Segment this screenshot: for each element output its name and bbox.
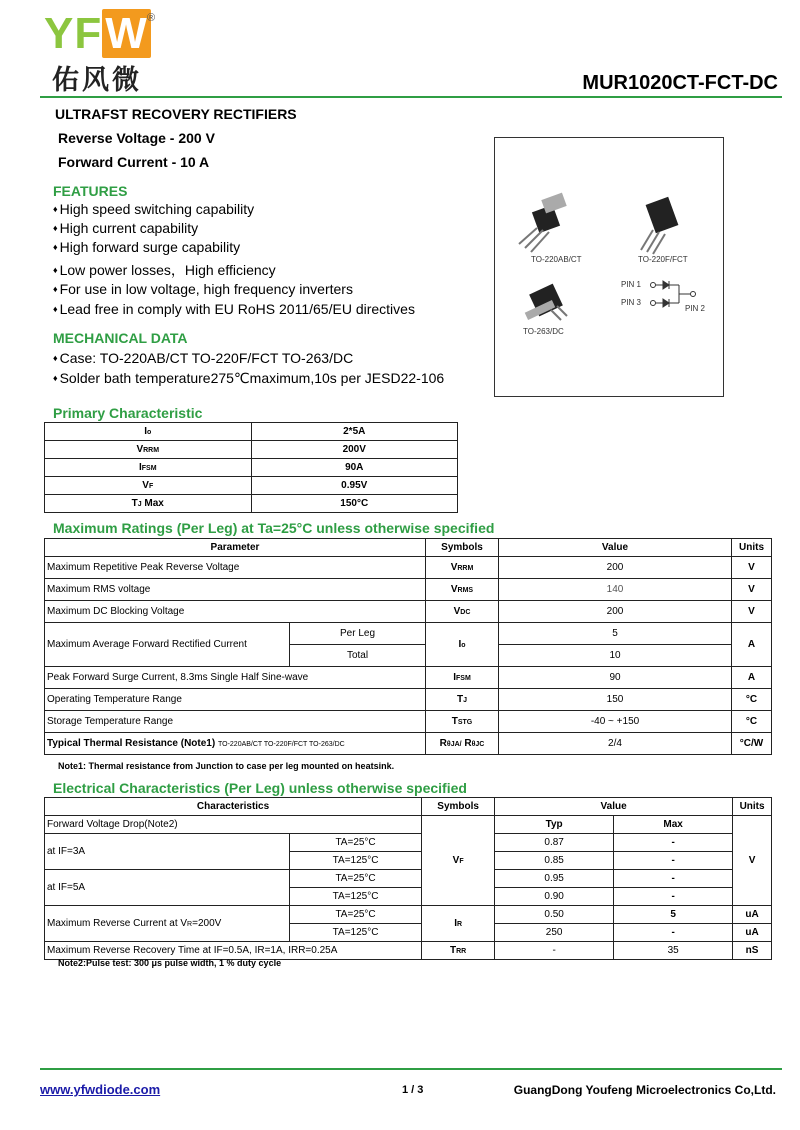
value-cell: 90A [251,459,458,477]
header-divider [40,96,782,98]
table-row [45,557,772,579]
value-cell: 2*5A [251,423,458,441]
param-cell: Storage Temperature Range [45,711,426,733]
mechanical-item: ♦ Solder bath temperature275℃maximum,10s per JESD22-106 [53,370,445,386]
condition-label: at IF=3A [45,834,290,870]
mechanical-text: Solder bath temperature275℃maximum,10s per JESD22-106 [59,370,445,386]
table-row [45,423,458,441]
website-link[interactable]: www.yfwdiode.com [40,1082,161,1097]
table-row [45,816,772,834]
logo-letter-w: W [102,9,151,58]
table-row [45,477,458,495]
part-number: MUR1020CT-FCT-DC [582,72,778,94]
table-row [45,667,772,689]
mechanical-heading: MECHANICAL DATA [53,330,188,346]
note1: Note1: Thermal resistance from Junction to case per leg mounted on heatsink. [58,761,395,771]
symbol-cell: TRR [422,942,495,960]
feature-item: ♦ For use in low voltage, high frequency inverters [53,281,353,297]
logo-letters: YF [44,9,103,58]
typ-cell: 0.87 [495,834,614,852]
symbol-cell: VRRM [426,557,499,579]
unit-cell: V [732,579,772,601]
table-row [45,689,772,711]
typ-cell: 0.50 [495,906,614,924]
max-cell: 35 [614,942,733,960]
header-symbols: Symbols [422,798,495,816]
company-logo [44,9,151,58]
param-cell: Maximum Repetitive Peak Reverse Voltage [45,557,426,579]
electrical-table [44,797,772,960]
condition-label: at IF=5A [45,870,290,906]
param-cell: Maximum DC Blocking Voltage [45,601,426,623]
symbol-cell: VDC [426,601,499,623]
symbol-cell: IFSM [426,667,499,689]
reverse-voltage-spec: Reverse Voltage - 200 V [58,130,215,146]
symbol-cell: IFSM [45,459,252,477]
typ-cell: 0.85 [495,852,614,870]
typ-cell: - [495,942,614,960]
value-cell: 0.95V [251,477,458,495]
header-characteristics: Characteristics [45,798,422,816]
typ-header: Typ [495,816,614,834]
to263-package-icon [525,284,567,320]
value-cell: 140 [499,579,732,601]
feature-item: ♦ Lead free in comply with EU RoHS 2011/65/EU directives [53,301,415,317]
unit-cell: °C [732,689,772,711]
to220f-package-icon [641,197,678,254]
table-header-row [45,798,772,816]
max-cell: - [614,924,733,942]
electrical-heading: Electrical Characteristics (Per Leg) unless otherwise specified [53,780,467,796]
table-row [45,906,772,924]
param-cell: Operating Temperature Range [45,689,426,711]
feature-text: High current capability [59,220,199,236]
symbol-cell: VRRM [45,441,252,459]
unit-cell: °C [732,711,772,733]
param-cell: Typical Thermal Resistance (Note1) TO-220AB/CT TO-220F/FCT TO-263/DC [45,733,426,755]
unit-cell: A [732,623,772,667]
header-units: Units [732,539,772,557]
page-number: 1 / 3 [402,1084,424,1096]
value-cell: 200 [499,601,732,623]
symbol-cell: VF [45,477,252,495]
typ-cell: 250 [495,924,614,942]
table-row [45,495,458,513]
value-cell: 90 [499,667,732,689]
feature-item: ♦ High forward surge capability [53,239,241,255]
param-cell: Maximum Reverse Current at VR=200V [45,906,290,942]
max-header: Max [614,816,733,834]
value-cell: 200V [251,441,458,459]
table-row [45,623,772,645]
symbol-cell: Io [426,623,499,667]
footer-divider [40,1068,782,1070]
to220ab-label: TO-220AB/CT [531,255,582,264]
unit-cell: V [733,816,772,906]
pin3-label: PIN 3 [621,298,642,307]
table-row [45,601,772,623]
to220f-label: TO-220F/FCT [638,255,688,264]
param-cell: Forward Voltage Drop(Note2) [45,816,422,834]
pin2-label: PIN 2 [685,304,706,313]
symbol-cell: TJ Max [45,495,252,513]
mechanical-text: Case: TO-220AB/CT TO-220F/FCT TO-263/DC [59,350,354,366]
max-cell: - [614,888,733,906]
temp-cell: TA=125°C [290,888,422,906]
value-cell: 2/4 [499,733,732,755]
forward-current-spec: Forward Current - 10 A [58,154,210,170]
param-cell: Maximum RMS voltage [45,579,426,601]
max-cell: - [614,870,733,888]
product-title: ULTRAFST RECOVERY RECTIFIERS [55,106,297,122]
feature-item: ♦ High current capability [53,220,199,236]
symbol-cell: VRMS [426,579,499,601]
temp-cell: TA=125°C [290,924,422,942]
symbol-cell: VF [422,816,495,906]
feature-text: High speed switching capability [59,201,255,217]
to263-label: TO-263/DC [523,327,564,336]
symbol-cell: Io [45,423,252,441]
header-value: Value [499,539,732,557]
table-row [45,579,772,601]
condition-cell: Total [290,645,426,667]
header-symbols: Symbols [426,539,499,557]
table-header-row [45,539,772,557]
note2: Note2:Pulse test: 300 μs pulse width, 1 % duty cycle [58,958,282,968]
typ-cell: 0.95 [495,870,614,888]
table-row [45,942,772,960]
max-ratings-heading: Maximum Ratings (Per Leg) at Ta=25°C unless otherwise specified [53,520,495,536]
symbol-cell: RθJA/ RθJC [426,733,499,755]
table-row [45,733,772,755]
feature-text: For use in low voltage, high frequency inverters [59,281,353,297]
temp-cell: TA=25°C [290,834,422,852]
symbol-cell: IR [422,906,495,942]
company-name: GuangDong Youfeng Microelectronics Co,Ltd. [513,1083,776,1097]
value-cell: 200 [499,557,732,579]
feature-item: ♦ High speed switching capability [53,201,255,217]
primary-heading: Primary Characteristic [53,405,203,421]
header-units: Units [733,798,772,816]
table-row [45,711,772,733]
value-cell: 5 [499,623,732,645]
symbol-cell: TSTG [426,711,499,733]
mechanical-item: ♦ Case: TO-220AB/CT TO-220F/FCT TO-263/DC [53,350,354,366]
temp-cell: TA=25°C [290,906,422,924]
feature-text: Lead free in comply with EU RoHS 2011/65/EU directives [59,301,415,317]
max-ratings-table [44,538,772,755]
unit-cell: uA [733,906,772,924]
value-cell: 150 [499,689,732,711]
header-parameter: Parameter [45,539,426,557]
value-cell: -40 ~ +150 [499,711,732,733]
pin1-label: PIN 1 [621,280,642,289]
param-cell: Peak Forward Surge Current, 8.3ms Single Half Sine-wave [45,667,426,689]
param-cell: Maximum Average Forward Rectified Current [45,623,290,667]
unit-cell: V [732,557,772,579]
to220ab-package-icon [519,193,567,252]
features-heading: FEATURES [53,183,128,199]
temp-cell: TA=25°C [290,870,422,888]
value-cell: 150°C [251,495,458,513]
temp-cell: TA=125°C [290,852,422,870]
unit-cell: uA [733,924,772,942]
table-row [45,441,458,459]
condition-cell: Per Leg [290,623,426,645]
symbol-cell: TJ [426,689,499,711]
value-cell: 10 [499,645,732,667]
table-row [45,459,458,477]
primary-characteristic-table [44,422,458,513]
unit-cell: A [732,667,772,689]
table-row [45,870,772,888]
typ-cell: 0.90 [495,888,614,906]
logo-chinese-name: 佑风微 [52,65,142,96]
feature-text: Low power losses，High efficiency [59,262,276,278]
unit-cell: V [732,601,772,623]
table-row [45,834,772,852]
max-cell: 5 [614,906,733,924]
package-drawings [495,138,723,396]
max-cell: - [614,852,733,870]
package-illustration-box [494,137,724,397]
unit-cell: °C/W [732,733,772,755]
unit-cell: nS [733,942,772,960]
param-cell: Maximum Reverse Recovery Time at IF=0.5A, IR=1A, IRR=0.25A [45,942,422,960]
max-cell: - [614,834,733,852]
feature-text: High forward surge capability [59,239,241,255]
feature-item: ♦ Low power losses，High efficiency [53,262,276,278]
header-value: Value [495,798,733,816]
registered-mark: ® [147,12,156,24]
